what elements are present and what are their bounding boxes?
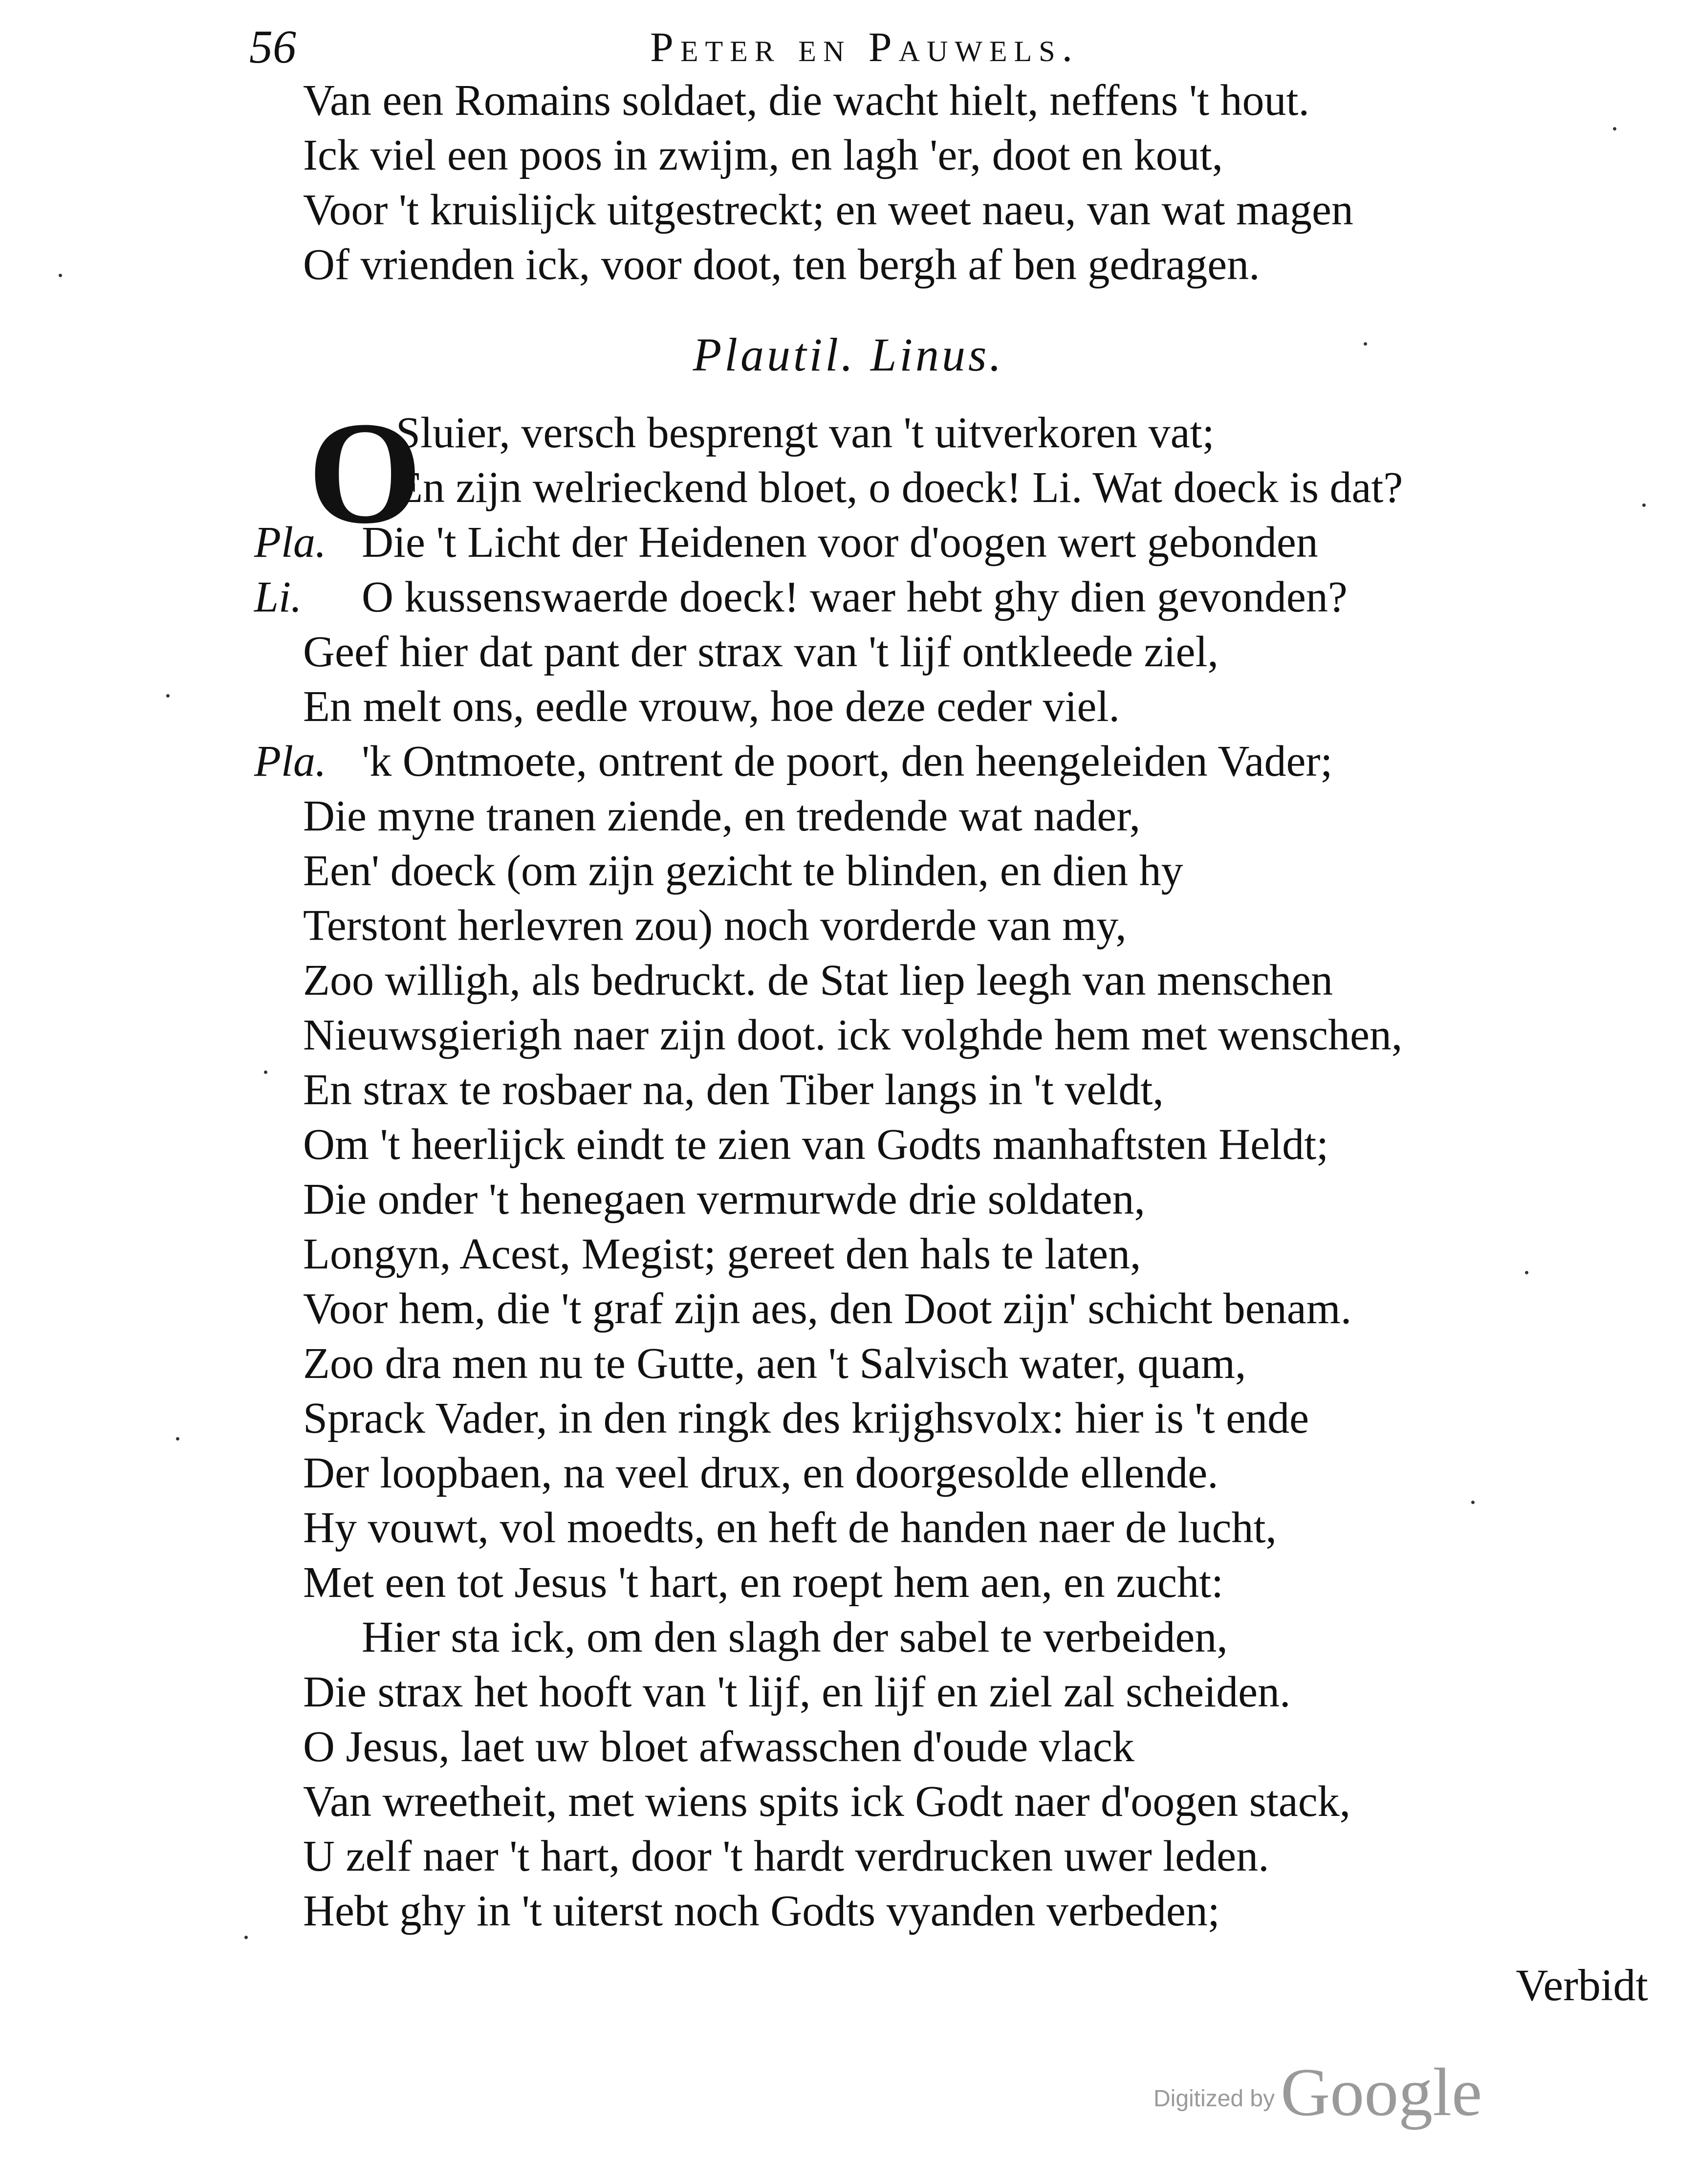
verse-line [254,625,1672,679]
speck [1364,342,1367,346]
verse-text: Voor hem, die 't graf zijn aes, den Doot zijn' schicht benam. [303,1285,1352,1333]
verse-text: Die myne tranen ziende, en tredende wat nader, [303,792,1141,840]
speaker-label: Pla. [254,518,326,567]
verse-line [254,406,1672,460]
page-number: 56 [249,21,296,73]
speaker-label: Pla. [254,737,326,786]
verse-text: O kussenswaerde doeck! waer hebt ghy dien gevonden? [362,573,1348,621]
verse-text: Hier sta ick, om den slagh der sabel te verbeiden, [362,1613,1228,1661]
verse-text: U zelf naer 't hart, door 't hardt verdrucken uwer leden. [303,1832,1269,1880]
verse-line [254,953,1672,1008]
verse-line [254,1227,1672,1282]
verse-text: En strax te rosbaer na, den Tiber langs in 't veldt, [303,1066,1164,1114]
speck [176,1437,179,1441]
verse-text: Hebt ghy in 't uiterst noch Godts vyanden verbeden; [303,1887,1220,1935]
verse-text: Die onder 't henegaen vermurwde drie soldaten, [303,1175,1146,1223]
verse-line [254,679,1672,734]
verse-text: Die 't Licht der Heidenen voor d'oogen wert gebonden [362,518,1318,567]
speck [59,274,62,277]
digitized-watermark [1153,2053,1482,2132]
verse-text: Hy vouwt, vol moedts, en heft de handen naer de lucht, [303,1504,1277,1552]
verse-line [254,789,1672,844]
speaker-label: Li. [254,573,302,621]
verse-text: Zoo dra men nu te Gutte, aen 't Salvisch water, quam, [303,1339,1246,1388]
speck [244,1936,248,1939]
verse-line [254,734,1672,789]
verse-line [254,1336,1672,1391]
verse-text: En melt ons, eedle vrouw, hoe deze ceder viel. [303,682,1120,731]
verse-line [254,898,1672,953]
dialogue-verse [254,392,1672,1939]
verse-text: Der loopbaen, na veel drux, en doorgesolde ellende. [303,1449,1218,1497]
verse-text: En zijn welrieckend bloet, o doeck! Li. Wat doeck is dat? [396,463,1403,512]
drop-cap: O [308,392,422,554]
opening-verse [303,73,1697,292]
running-title: Peter en Pauwels. [650,23,1080,70]
verse-line [254,1884,1672,1939]
verse-text: Longyn, Acest, Megist; gereet den hals te laten, [303,1230,1141,1278]
verse-line [254,1829,1672,1884]
verse-line [254,1063,1672,1117]
verse-line [254,1720,1672,1774]
verse-text: Nieuwsgierigh naer zijn doot. ick volghde hem met wenschen, [303,1011,1403,1059]
verse-text: Die strax het hooft van 't lijf, en lijf en ziel zal scheiden. [303,1668,1291,1716]
speck [166,694,170,698]
verse-line [254,1391,1672,1446]
speck [1642,503,1646,507]
verse-line [254,1501,1672,1555]
verse-line: Van een Romains soldaet, die wacht hielt, neffens 't hout. [303,76,1310,125]
verse-text: 'k Ontmoete, ontrent de poort, den heengeleiden Vader; [362,737,1333,786]
speck [1613,127,1616,131]
verse-text: O Jesus, laet uw bloet afwasschen d'oude vlack [303,1723,1134,1771]
verse-text: Sprack Vader, in den ringk des krijghsvolx: hier is 't ende [303,1394,1309,1442]
verse-text: Sluier, versch besprengt van 't uitverkoren vat; [396,409,1215,457]
verse-line [254,1555,1672,1610]
verse-text: Zoo willigh, als bedruckt. de Stat liep leegh van menschen [303,956,1333,1005]
verse-line [254,515,1672,570]
verse-line: Voor 't kruislijck uitgestreckt; en weet naeu, van wat magen [303,186,1353,234]
verse-line [254,844,1672,898]
verse-text: Om 't heerlijck eindt te zien van Godts manhaftsten Heldt; [303,1120,1329,1169]
verse-line: Ick viel een poos in zwijm, en lagh 'er, doot en kout, [303,131,1223,179]
verse-line [254,1282,1672,1336]
verse-line [254,1172,1672,1227]
google-logo: Google [1281,2054,1482,2130]
verse-line [254,1008,1672,1063]
verse-line [254,1446,1672,1501]
speck [1471,1501,1475,1504]
verse-line [254,1774,1672,1829]
verse-line: Of vrienden ick, voor doot, ten bergh af ben gedragen. [303,240,1260,289]
verse-line [254,1610,1672,1665]
verse-line [254,460,1672,515]
watermark-prefix: Digitized by [1153,2086,1275,2112]
verse-text: Terstont herlevren zou) noch vorderde van my, [303,901,1127,950]
verse-line [254,570,1672,625]
speck [264,1070,267,1074]
verse-text: Met een tot Jesus 't hart, en roept hem aen, en zucht: [303,1558,1224,1607]
verse-text: Van wreetheit, met wiens spits ick Godt naer d'oogen stack, [303,1777,1351,1826]
verse-line [254,1665,1672,1720]
verse-text: Een' doeck (om zijn gezicht te blinden, en dien hy [303,847,1183,895]
verse-text: Geef hier dat pant der strax van 't lijf ontkleede ziel, [303,628,1218,676]
verse-line [254,1117,1672,1172]
speck [1525,1271,1528,1274]
catchword: Verbidt [1516,1960,1648,2010]
scene-heading: Plautil. Linus. [693,328,1004,381]
page-header [249,20,1422,73]
